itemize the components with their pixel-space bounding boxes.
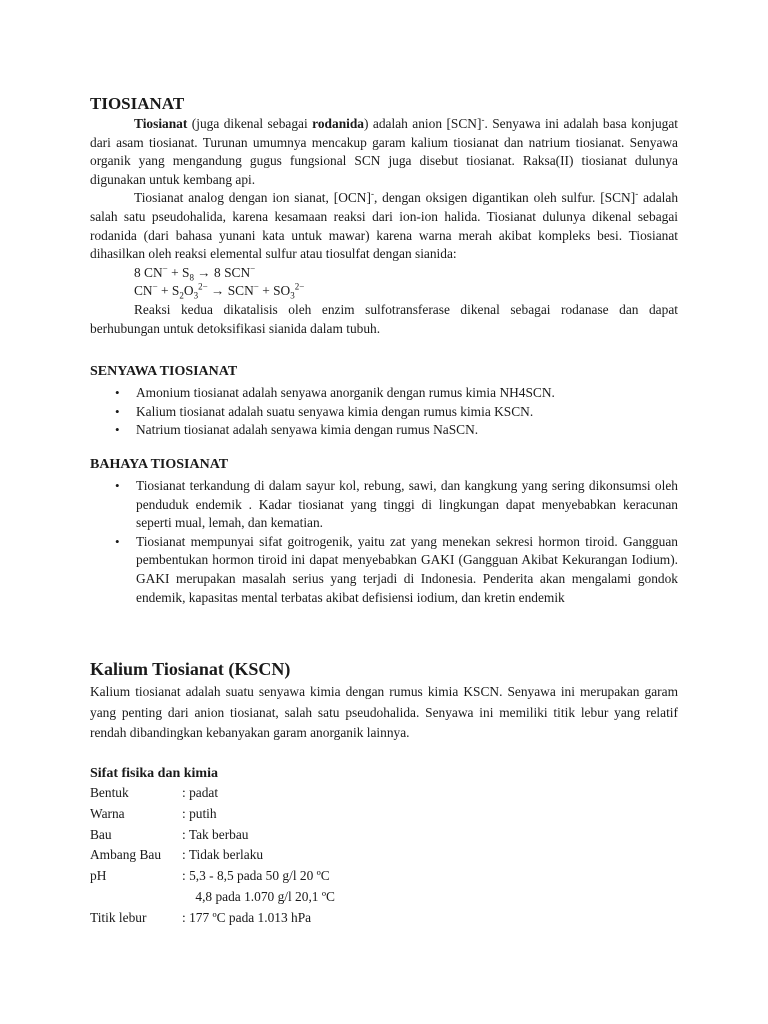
property-key: Bau — [90, 826, 112, 842]
list-item: • Amonium tiosianat adalah senyawa anorganik dengan rumus kimia NH4SCN. — [90, 384, 678, 403]
bullet-icon: • — [115, 478, 120, 493]
paragraph: Tiosianat analog dengan ion sianat, [OCN]-, dengan oksigen digantikan oleh sulfur. [SCN]- adalah salah satu pseudohalida, karena kesamaan reaksi dari ion-ion halida. Tiosianat dulunya dikenal sebagai rodanida (dari bahasa yunani kata untuk mawar) karena warna merah akibat kompleks besi. Tiosianat dihasilkan oleh reaksi elemental sulfur atau tiosulfat dengan sianida: — [90, 188, 679, 262]
property-value: : putih — [182, 805, 217, 821]
list-item: • Natrium tiosianat adalah senyawa kimia dengan rumus NaSCN. — [90, 421, 678, 440]
section-title: Kalium Tiosianat (KSCN) — [90, 659, 291, 679]
bold-term: rodanida — [312, 116, 365, 131]
section-heading: BAHAYA TIOSIANAT — [90, 457, 229, 472]
property-key: Titik lebur — [90, 909, 147, 925]
bold-term: Tiosianat — [134, 116, 188, 131]
section-kalium-tiosianat — [90, 658, 678, 744]
property-value: 4,8 pada 1.070 g/l 20,1 ºC — [182, 888, 335, 904]
bullet-icon: • — [115, 385, 120, 400]
bullet-list — [90, 477, 678, 607]
bullet-icon: • — [115, 422, 120, 438]
section-sifat-fisika-kimia — [90, 765, 678, 929]
list-item: • Kalium tiosianat adalah suatu senyawa kimia dengan rumus kimia KSCN. — [90, 403, 678, 422]
property-row — [90, 783, 678, 804]
bullet-icon: • — [115, 533, 120, 549]
section-tiosianat — [90, 94, 678, 338]
property-row — [90, 845, 678, 866]
paragraph: Reaksi kedua dikatalisis oleh enzim sulfotransferase dikenal sebagai rodanase dan dapat berhubungan untuk detoksifikasi sianida dalam tubuh. — [90, 301, 678, 336]
section-heading: Sifat fisika dan kimia — [90, 766, 218, 781]
section-heading: SENYAWA TIOSIANAT — [90, 364, 238, 379]
property-key: Bentuk — [90, 785, 129, 800]
bullet-icon: • — [115, 403, 120, 419]
section-title: TIOSIANAT — [90, 94, 185, 113]
equation: $CN^- + S_2O_3^{2-} \to SCN^- + SO_3^{2-}$ — [134, 281, 305, 302]
property-row — [90, 887, 678, 908]
properties-table — [90, 783, 678, 929]
section-bahaya-tiosianat — [90, 456, 678, 607]
paragraph: Tiosianat (juga dikenal sebagai rodanida) adalah anion [SCN]-. Senyawa ini adalah basa konjugat dari asam tiosianat. Turunan umumnya mencakup garam kalium tiosianat dan natrium tiosianat. Senyawa organik yang mengandung gugus fungsional SCN juga disebut tiosianat. Raksa(II) tiosianat dulunya digunakan untuk kembang api. — [90, 114, 679, 187]
equation: 8 $CN^- + S_8 \to 8$ SCN− — [134, 263, 256, 283]
property-key: Warna — [90, 805, 125, 821]
property-row — [90, 825, 678, 846]
section-senyawa-tiosianat — [90, 363, 678, 440]
property-value: : 177 ºC pada 1.013 hPa — [182, 909, 312, 925]
property-key — [90, 887, 182, 908]
property-value: : Tak berbau — [182, 826, 249, 842]
list-item: • Tiosianat mempunyai sifat goitrogenik, yaitu zat yang menekan sekresi hormon tiroid. Gangguan pembentukan hormon tiroid ini dapat menyebabkan GAKI (Gangguan Akibat Kekurangan Iodium). GAKI merupakan masalah serius yang terjadi di Indonesia. Penderita akan mengalami gondok endemik, kapasitas mental terbatas akibat defisiensi iodium, dan kretin endemik — [115, 533, 678, 605]
property-row — [90, 908, 678, 929]
property-value: : Tidak berlaku — [182, 847, 264, 863]
paragraph: Kalium tiosianat adalah suatu senyawa kimia dengan rumus kimia KSCN. Senyawa ini merupakan garam yang penting dari anion tiosianat, salah satu pseudohalida. Senyawa ini memiliki titik lebur yang relatif rendah dibandingkan kebanyakan garam anorganik lainnya. — [90, 684, 678, 741]
list-item: • Tiosianat terkandung di dalam sayur kol, rebung, sawi, dan kangkung yang sering dikonsumsi oleh penduduk endemik . Kadar tiosianat yang tinggi di lingkungan dapat menyebabkan keracunan seperti mual, lemah, dan kematian. — [115, 478, 678, 531]
property-key: pH — [90, 868, 107, 884]
property-row — [90, 804, 678, 825]
bullet-list — [90, 384, 678, 440]
property-value: : padat — [182, 785, 219, 800]
property-value: : 5,3 - 8,5 pada 50 g/l 20 ºC — [182, 868, 330, 884]
property-row — [90, 866, 678, 887]
property-key: Ambang Bau — [90, 847, 162, 863]
